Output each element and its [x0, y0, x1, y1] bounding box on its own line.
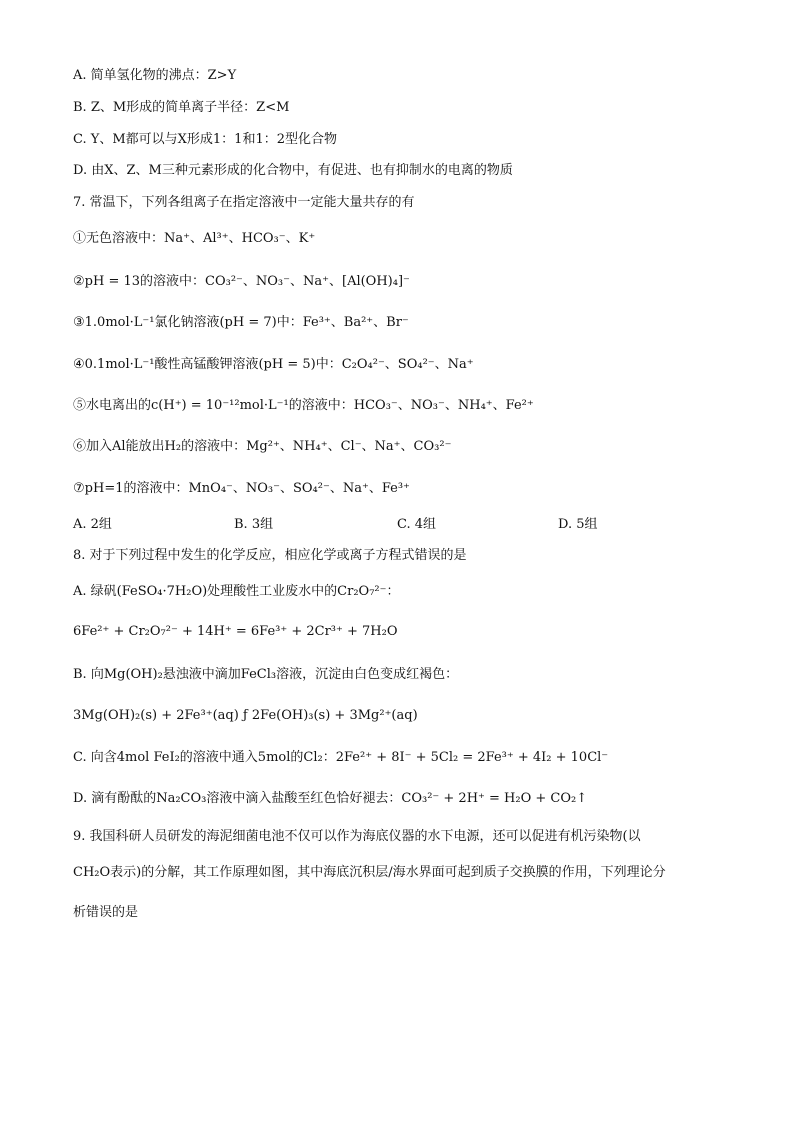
q7-option-c: C. 4组 [397, 517, 437, 532]
q8-option-c: C. 向含4mol FeI₂的溶液中通入5mol的Cl₂：2Fe²⁺ + 8I⁻ + 5Cl₂ = 2Fe³⁺ + 4I₂ + 10Cl⁻ [73, 750, 609, 765]
q7-item-7: ⑦pH=1的溶液中：MnO₄⁻、NO₃⁻、SO₄²⁻、Na⁺、Fe³⁺ [73, 481, 410, 496]
q6-option-b: B. Z、M形成的简单离子半径：Z<M [73, 100, 290, 115]
q6-option-d: D. 由X、Z、M三种元素形成的化合物中，有促进、也有抑制水的电离的物质 [73, 163, 513, 178]
q7-option-d: D. 5组 [558, 517, 598, 532]
question-9-stem-line2: CH₂O表示)的分解，其工作原理如图，其中海底沉积层/海水界面可起到质子交换膜的作用，下列理论分 [73, 865, 666, 880]
question-9-stem-line3: 析错误的是 [73, 905, 139, 920]
question-7-stem: 7. 常温下，下列各组离子在指定溶液中一定能大量共存的有 [73, 195, 415, 210]
q7-option-a: A. 2组 [73, 517, 112, 532]
question-8-stem: 8. 对于下列过程中发生的化学反应，相应化学或离子方程式错误的是 [73, 548, 467, 563]
question-9-stem-line1: 9. 我国科研人员研发的海泥细菌电池不仅可以作为海底仪器的水下电源，还可以促进有机污染物(以 [73, 829, 641, 844]
q7-item-6: ⑥加入Al能放出H₂的溶液中：Mg²⁺、NH₄⁺、Cl⁻、Na⁺、CO₃²⁻ [73, 439, 452, 454]
q7-item-5: ⑤水电离出的c(H⁺) = 10⁻¹²mol·L⁻¹的溶液中：HCO₃⁻、NO₃⁻、NH₄⁺、Fe²⁺ [73, 398, 534, 413]
q7-item-2: ②pH = 13的溶液中：CO₃²⁻、NO₃⁻、Na⁺、[Al(OH)₄]⁻ [73, 274, 410, 289]
q6-option-c: C. Y、M都可以与X形成1：1和1：2型化合物 [73, 132, 337, 147]
q8-option-a-equation: 6Fe²⁺ + Cr₂O₇²⁻ + 14H⁺ = 6Fe³⁺ + 2Cr³⁺ + 7H₂O [73, 624, 398, 639]
q8-option-d: D. 滴有酚酞的Na₂CO₃溶液中滴入盐酸至红色恰好褪去：CO₃²⁻ + 2H⁺ = H₂O + CO₂↑ [73, 791, 588, 806]
q6-option-a: A. 简单氢化物的沸点：Z>Y [73, 68, 237, 83]
q8-option-b: B. 向Mg(OH)₂悬浊液中滴加FeCl₃溶液，沉淀由白色变成红褐色： [73, 667, 459, 682]
q7-item-3: ③1.0mol·L⁻¹氯化钠溶液(pH = 7)中：Fe³⁺、Ba²⁺、Br⁻ [73, 315, 409, 330]
q7-item-4: ④0.1mol·L⁻¹酸性高锰酸钾溶液(pH = 5)中：C₂O₄²⁻、SO₄²⁻、Na⁺ [73, 357, 474, 372]
q8-option-b-equation: 3Mg(OH)₂(s) + 2Fe³⁺(aq) ƒ 2Fe(OH)₃(s) + 3Mg²⁺(aq) [73, 708, 418, 723]
q7-option-b: B. 3组 [234, 517, 274, 532]
q7-item-1: ①无色溶液中：Na⁺、Al³⁺、HCO₃⁻、K⁺ [73, 231, 316, 246]
q8-option-a: A. 绿矾(FeSO₄·7H₂O)处理酸性工业废水中的Cr₂O₇²⁻： [73, 584, 400, 599]
